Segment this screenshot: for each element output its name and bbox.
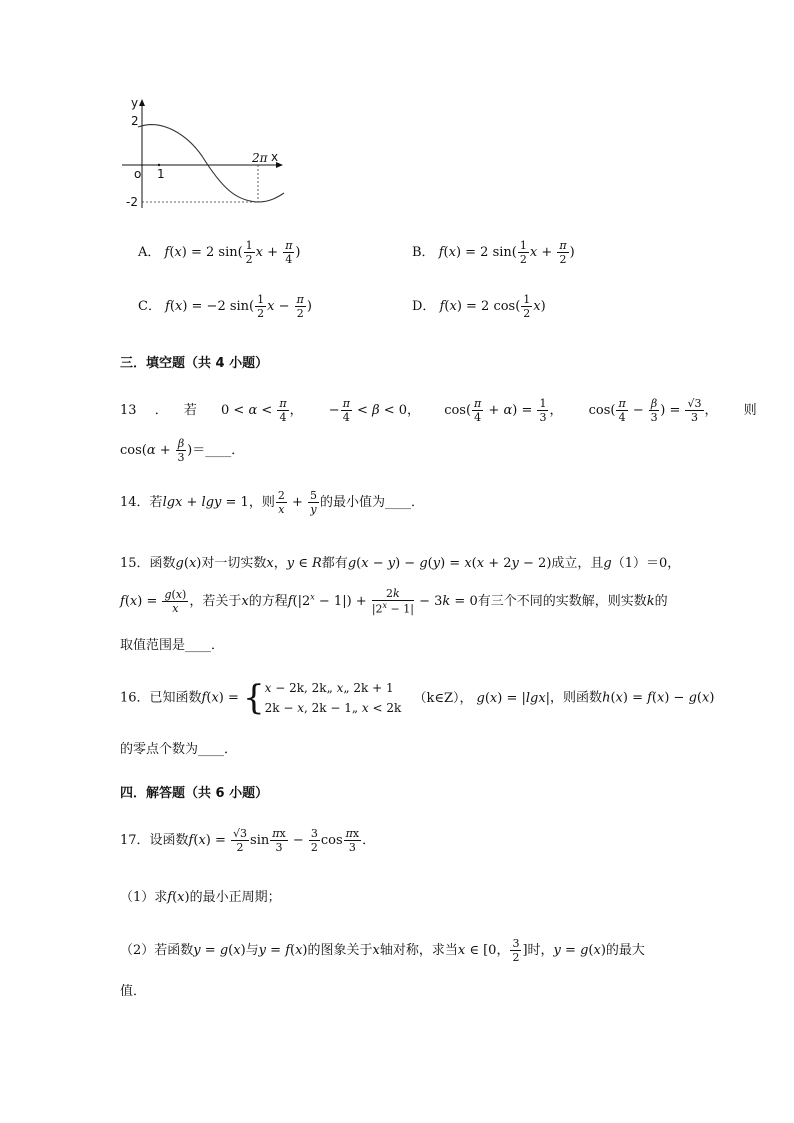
y-axis-label: y — [131, 96, 139, 110]
q15-line2-mid2: 的方程 — [248, 593, 288, 609]
q13-line1 — [120, 398, 757, 423]
option-b-letter: B． — [412, 245, 435, 260]
q15-line2-suffix: 有三个不同的实数解，则实数 — [477, 593, 647, 609]
q17-prefix: 17．设函数 — [120, 833, 189, 848]
option-d-formula: f(x) = 2 cos( $\frac{1}{2}$ x) — [439, 293, 546, 320]
q17-stem — [120, 828, 375, 853]
q17-part1-fx: f(x) — [167, 890, 190, 905]
q15-prefix: 15．函数 — [120, 556, 176, 571]
q16-hx: h(x) = f(x) − g(x) — [602, 690, 715, 706]
x-axis-label: x — [271, 150, 279, 164]
option-c-formula: f(x) = −2 sin( $\frac{1}{2}$ x − $\frac{\pi}{2}$ ) — [165, 293, 312, 320]
q13-cos2: cos( $\frac{\pi}{4}$ − $\frac{\beta}{3}$ ) = $\frac{√3}{3}$ ， — [588, 397, 718, 424]
q13-dot: ． — [154, 403, 168, 418]
option-c[interactable] — [138, 294, 312, 319]
section-4-heading: 四．解答题（共 6 小题） — [120, 786, 269, 801]
q17-part2-y: y = g(x) — [553, 943, 606, 958]
q15-mid2: 都有 — [321, 556, 348, 571]
q13-blank: ＝____． — [192, 443, 245, 458]
q15-equation: g(x − y) − g(y) = x(x + 2y − 2) — [347, 556, 552, 571]
y-tick-neg2: -2 — [126, 195, 138, 209]
section-3-heading: 三．填空题（共 4 小题） — [120, 356, 269, 371]
q15-mid: 对一切实数 — [201, 556, 267, 571]
q17-part2-suffix: 的最大 — [605, 943, 645, 958]
q17-part2-gx: y = g(x) — [193, 943, 246, 958]
q17-part2-fx: y = f(x) — [258, 943, 308, 958]
option-a[interactable] — [138, 240, 301, 265]
y-tick-2: 2 — [131, 114, 139, 128]
option-c-letter: C． — [138, 299, 161, 314]
q14-condition: lgx + lgy = 1 — [162, 495, 249, 510]
option-a-formula: f(x) = 2 sin( $\frac{1}{2}$ x + $\frac{\pi}{4}$ ) — [164, 239, 301, 266]
q13-beta-range: − $\frac{\pi}{4}$ < β < 0， — [328, 397, 421, 424]
q15-line1 — [120, 552, 680, 571]
q17-part2-line1 — [120, 938, 645, 963]
option-b[interactable] — [412, 240, 575, 265]
q16-fx: f(x) = — [201, 690, 244, 706]
y-axis-arrow — [139, 99, 145, 106]
q16-gx: g(x) = |lgx| — [476, 690, 551, 706]
q17-part2-when: 时， — [527, 943, 554, 958]
q13-line2 — [120, 438, 244, 463]
q15-var-x: x — [241, 593, 249, 609]
q17-part2-mid: 轴对称，求当 — [379, 943, 458, 958]
q14-then: ，则 — [248, 495, 275, 510]
option-d[interactable] — [412, 294, 546, 319]
q14-suffix: 的最小值为____． — [320, 495, 425, 510]
q17-part1 — [120, 886, 281, 905]
q15-main-eq: $f(|2^x - 1|)$ + $\frac{2k}{|2^x - 1|}$ − 3k = 0 — [287, 587, 478, 616]
q14 — [120, 490, 424, 515]
q16-brace: { — [243, 678, 265, 718]
q17-formula: f(x) = $\frac{√3}{2}$ sin $\frac{\pi x}{3}$ − $\frac{3}{2}$ cos $\frac{\pi x}{3}$ ． — [188, 827, 376, 854]
q17-part1-suffix: 的最小正周期； — [189, 890, 281, 905]
q13-number: 13 — [120, 403, 137, 418]
q15-line2-end: 的 — [654, 593, 668, 609]
q15-line2-mid: ，若关于 — [189, 593, 242, 609]
tick-1 — [158, 164, 160, 166]
q17-part2-axis: x — [372, 943, 380, 958]
q13-target: cos(α + $\frac{\beta}{3}$ ) — [120, 437, 193, 464]
x-tick-1-label: 1 — [157, 167, 165, 181]
q17-part1-prefix: （1）求 — [120, 890, 168, 905]
q15-line3: 取值范围是____． — [120, 638, 225, 653]
origin-label: o — [134, 167, 142, 181]
q13-cos1: cos( $\frac{\pi}{4}$ + α) = $\frac{1}{3}$ ， — [444, 397, 563, 424]
q15-g1: （1）＝0， — [611, 556, 681, 571]
q16-cases: x − 2k, 2k„ x„ 2k + 1 2k − x, 2k − 1„ x < 2k — [264, 681, 402, 715]
q16-line2: 的零点个数为____． — [120, 742, 238, 757]
q15-var-k: k — [646, 593, 655, 609]
option-a-letter: A． — [138, 245, 161, 260]
q16-mid: ，则函数 — [550, 690, 603, 706]
q13-ze: 则 — [743, 403, 757, 418]
q15-line2 — [120, 588, 668, 615]
x-tick-2pi-label: 2π — [252, 151, 268, 165]
q14-number: 14． — [120, 495, 150, 510]
q16-domain: （k∈Z）， — [413, 690, 473, 706]
q15-fx-def: f(x) = $\frac{g(x)}{x}$ — [120, 587, 187, 615]
option-d-letter: D． — [412, 299, 436, 314]
option-b-formula: f(x) = 2 sin( $\frac{1}{2}$ x + $\frac{\pi}{2}$ ) — [438, 239, 575, 266]
q13-ruo: 若 — [183, 403, 197, 418]
q15-g: g — [603, 556, 612, 571]
q15-gx: g(x) — [175, 556, 202, 571]
q15-suffix: 成立，且 — [551, 556, 604, 571]
q17-part2-sym: 的图象关于 — [307, 943, 373, 958]
q14-if: 若 — [149, 495, 163, 510]
q15-x: x，y ∈ R — [266, 556, 322, 571]
q17-part2-line2: 值． — [120, 984, 147, 999]
q16-line1 — [120, 678, 714, 718]
q17-part2-interval: x ∈ [0， $\frac{3}{2}$ ] — [457, 937, 528, 964]
q14-expression: $\frac{2}{x}$ + $\frac{5}{y}$ — [277, 489, 317, 516]
q13-alpha-range: 0 < α < $\frac{\pi}{4}$ ， — [221, 397, 303, 424]
q17-part2-prefix: （2）若函数 — [120, 943, 194, 958]
q16-prefix: 16．已知函数 — [120, 690, 202, 706]
q17-part2-with: 与 — [245, 943, 259, 958]
